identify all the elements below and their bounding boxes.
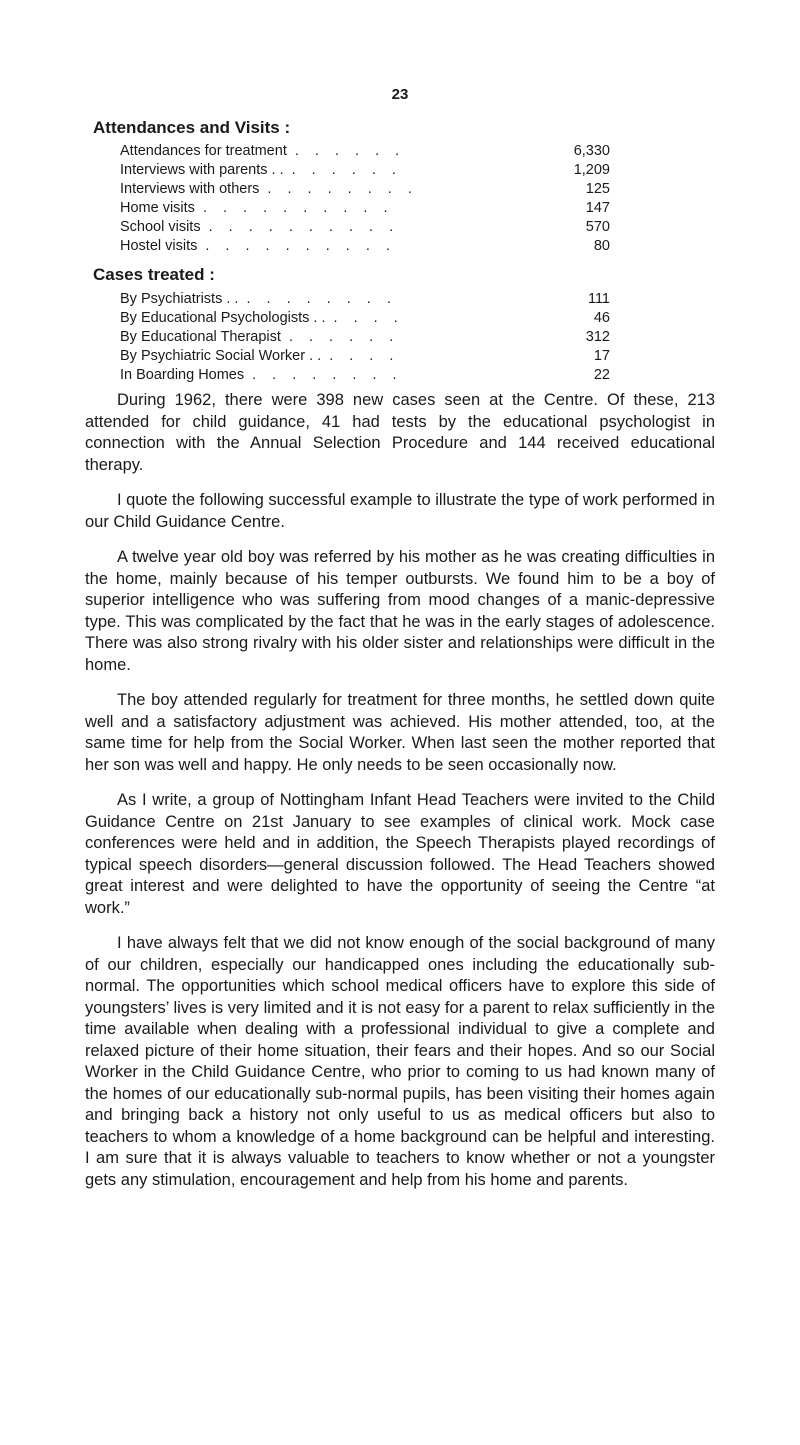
table-row [120, 309, 610, 328]
row-label: Attendances for treatment [120, 143, 287, 159]
row-label: By Educational Psychologists . . [120, 310, 326, 326]
leader-dots: . . . . . . . . [252, 367, 403, 383]
row-value: 111 [587, 291, 610, 307]
leader-dots: . . . . . . . . . . [202, 200, 394, 216]
row-value: 125 [585, 181, 610, 197]
leader-dots: . . . . . . . . [267, 181, 418, 197]
attendances-heading: Attendances and Visits : [93, 118, 291, 137]
leader-dots: . . . . . . . . . . [208, 219, 400, 235]
paragraph-head-teachers: As I write, a group of Nottingham Infant Head Teachers were invited to the Child Guidance Centre on 21st January to see examples of clinical work. Mock case conferences were held and in addition, the Speech Therapists played recordings of typical speech disorders—general discussion followed. The Head Teachers showed great interest and were delighted to have the opportunity of seeing the Centre “at work.” [85, 791, 715, 917]
leader-dots: . . . . . . . . [246, 291, 397, 307]
row-value: 22 [593, 367, 610, 383]
report-body [85, 390, 715, 1205]
paragraph-example-intro: I quote the following successful example to illustrate the type of work performed in our Child Guidance Centre. [85, 491, 715, 531]
row-label: Hostel visits [120, 238, 198, 254]
row-value: 570 [585, 219, 610, 235]
paragraph-case-referral: A twelve year old boy was referred by his mother as he was creating difficulties in the home, mainly because of his temper outbursts. We found him to be a boy of superior intelligence who was suffering from mood changes of a manic-depressive type. This was complicated by the fact that he was in the early stages of adolescence. There was also strong rivalry with his older sister and relationships were difficult in the home. [85, 548, 715, 674]
table-row [120, 180, 610, 199]
leader-dots: . . . . [333, 310, 404, 326]
table-row [120, 328, 610, 347]
paragraph-social-background: I have always felt that we did not know enough of the social background of many of our children, especially our handicapped ones including the educationally sub-normal. The opportunities which school medical officers have to explore this side of youngsters’ lives is very limited and it is not easy for a parent to relax sufficiently in the time available when dealing with a professional individual to give a complete and relaxed picture of their home situation, their fears and their hopes. And so our Social Worker in the Child Guidance Centre, who prior to coming to us had known many of the homes of our educationally sub-normal pupils, has been visiting their homes again and bringing back a history not only useful to us as medical officers but also to teachers to whom a knowledge of a home background can be helpful and interesting. I am sure that it is always valuable to teachers to know whether or not a youngster gets any stimulation, encouragement and help from his home and parents. [85, 934, 715, 1189]
cases-heading: Cases treated : [93, 265, 215, 284]
row-label: By Psychiatrists . . [120, 291, 239, 307]
paragraph-case-outcome: The boy attended regularly for treatment for three months, he settled down quite well and a satisfactory adjustment was achieved. His mother attended, too, at the same time for help from the Social Worker. When last seen the mother reported that her son was well and happy. He only needs to be seen occasionally now. [85, 691, 715, 774]
leader-dots: . . . . . . . . . . [205, 238, 396, 254]
row-value: 17 [593, 348, 610, 364]
leader-dots: . . . . . . [291, 162, 402, 178]
row-label: Interviews with others [120, 181, 260, 197]
table-row [120, 142, 610, 161]
row-label: School visits [120, 219, 201, 235]
cases-table [120, 290, 610, 385]
row-label: Interviews with parents . . [120, 162, 284, 178]
row-value: 1,209 [573, 162, 610, 178]
row-value: 6,330 [573, 143, 610, 159]
row-label: Home visits [120, 200, 195, 216]
table-row [120, 218, 610, 237]
table-row [120, 366, 610, 385]
leader-dots: . . . . [329, 348, 400, 364]
leader-dots: . . . . . . [288, 329, 400, 345]
leader-dots: . . . . . . [294, 143, 406, 159]
page-number: 23 [391, 86, 409, 103]
table-row [120, 199, 610, 218]
table-row [120, 347, 610, 366]
row-value: 46 [593, 310, 610, 326]
row-value: 147 [585, 200, 610, 216]
row-label: By Psychiatric Social Worker . . [120, 348, 322, 364]
paragraph-new-cases: During 1962, there were 398 new cases seen at the Centre. Of these, 213 attended for child guidance, 41 had tests by the educational psychologist in connection with the Annual Selection Procedure and 144 received educational therapy. [85, 391, 715, 474]
table-row [120, 237, 610, 256]
table-row [120, 161, 610, 180]
row-value: 312 [585, 329, 610, 345]
table-row [120, 290, 610, 309]
row-value: 80 [593, 238, 610, 254]
row-label: By Educational Therapist [120, 329, 281, 345]
attendances-table [120, 142, 610, 256]
row-label: In Boarding Homes [120, 367, 245, 383]
